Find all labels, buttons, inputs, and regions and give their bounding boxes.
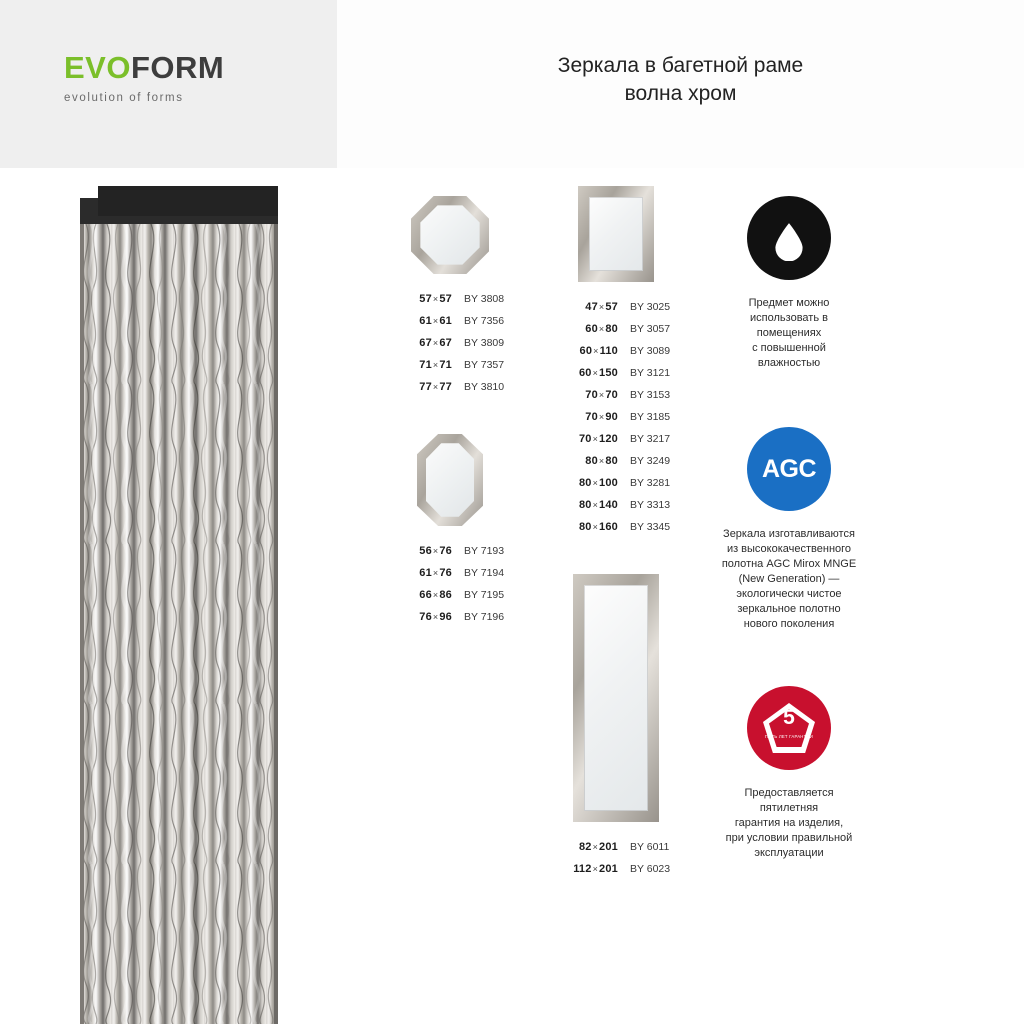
size-row [390,310,510,332]
size-dimensions: 47×57 [585,301,618,313]
moulding-left-edge [80,224,84,1024]
agc-logo-icon [747,427,831,511]
water-drop-glyph [772,221,806,261]
size-dimensions: 71×71 [419,359,452,371]
moulding-texture [80,224,278,1024]
floor-mirror-group [556,574,676,880]
octagonal-tall-mirror-glass [426,443,475,517]
size-dimensions: 61×61 [419,315,452,327]
size-article-code: BY 6011 [630,841,670,853]
size-row [556,340,676,362]
size-article-code: BY 3057 [630,323,671,335]
size-dimensions: 80×160 [578,521,618,533]
size-row [556,450,676,472]
warranty-number: 5 [783,706,795,729]
size-article-code: BY 7194 [464,567,505,579]
water-drop-icon [747,196,831,280]
size-row [556,858,676,880]
features-column [694,196,884,861]
size-row [556,384,676,406]
size-article-code: BY 3810 [464,381,505,393]
size-row [556,472,676,494]
size-article-code: BY 3281 [630,477,671,489]
size-row [556,516,676,538]
feature-warranty [694,686,884,861]
size-article-code: BY 6023 [630,863,671,875]
size-dimensions: 80×140 [578,499,618,511]
logo-wordmark [64,52,284,83]
page-title-line2: волна хром [624,82,737,105]
rectangular-mirror [578,186,654,282]
logo-tagline: evolution of forms [64,92,184,104]
floor-mirror-glass [584,585,648,811]
size-dimensions: 80×100 [578,477,618,489]
five-year-warranty-icon [747,686,831,770]
size-dimensions: 82×201 [578,841,618,853]
logo-panel [0,0,337,168]
size-dimensions: 112×201 [573,863,618,875]
size-article-code: BY 7357 [464,359,505,371]
size-article-code: BY 3025 [630,301,671,313]
feature-agc-caption: Зеркала изготавливаются из высококачественного полотна AGC Mirox MNGE (New Generation) — экологически чистое зеркальное полотно нового поколения [721,528,857,630]
size-article-code: BY 3089 [630,345,671,357]
page-title-line1: Зеркала в багетной раме [557,54,804,77]
rectangular-mirror-group [556,186,676,538]
octagonal-mirror-square-group [390,196,510,398]
feature-warranty-caption: Предоставляется пятилетняя гарантия на изделия, при условии правильной эксплуатации [725,787,853,859]
rectangular-mirror-glass [589,197,643,271]
size-dimensions: 61×76 [419,567,452,579]
size-article-code: BY 7356 [464,315,505,327]
size-dimensions: 70×70 [585,389,618,401]
size-row [556,406,676,428]
feature-moisture-caption: Предмет можно использовать в помещениях с повышенной влажностью [748,297,830,369]
logo-wordmark-evo: EVO [64,50,131,85]
brand-logo [64,52,284,104]
moulding-sample-image [80,186,278,1024]
title-panel [337,0,1024,168]
size-article-code: BY 3185 [630,411,671,423]
page-title [337,52,1024,108]
feature-agc-glass [694,427,884,632]
size-dimensions: 67×67 [419,337,452,349]
moulding-right-edge [274,224,278,1024]
size-article-code: BY 3121 [630,367,671,379]
warranty-badge-subtext: ПЯТЬ ЛЕТ ГАРАНТИИ [765,734,813,739]
size-article-code: BY 7195 [464,589,505,601]
size-row [556,428,676,450]
octagonal-mirror-glass [420,205,479,264]
size-dimensions: 80×80 [585,455,618,467]
size-article-code: BY 3345 [630,521,671,533]
size-article-code: BY 3808 [464,293,505,305]
size-dimensions: 60×150 [578,367,618,379]
octagon-tall-size-list [390,540,510,628]
size-row [556,318,676,340]
agc-logo-text: AGC [761,454,817,483]
rectangular-mirrors-column [556,186,676,880]
size-dimensions: 70×120 [578,433,618,445]
rect-tall-size-list [556,836,676,880]
size-dimensions: 60×80 [585,323,618,335]
size-article-code: BY 3153 [630,389,671,401]
floor-rectangular-mirror [573,574,659,822]
size-article-code: BY 3249 [630,455,671,467]
size-row [390,332,510,354]
size-dimensions: 60×110 [579,345,618,357]
size-row [390,562,510,584]
size-row [556,494,676,516]
size-row [556,296,676,318]
size-article-code: BY 7196 [464,611,505,623]
size-dimensions: 66×86 [419,589,452,601]
size-article-code: BY 3809 [464,337,505,349]
size-row [390,606,510,628]
octagon-mirrors-column [390,196,510,628]
size-article-code: BY 3217 [630,433,671,445]
size-row [390,354,510,376]
octagonal-mirror [411,196,489,274]
moulding-top-face-dark [98,186,278,216]
size-row [390,288,510,310]
size-dimensions: 70×90 [585,411,618,423]
feature-moisture [694,196,884,371]
size-row [390,584,510,606]
logo-wordmark-form: FORM [130,50,225,85]
size-dimensions: 56×76 [419,545,452,557]
size-row [556,362,676,384]
size-dimensions: 77×77 [419,381,452,393]
octagon-square-size-list [390,288,510,398]
page-header [0,0,1024,168]
moulding-wave-pattern [80,224,278,1024]
size-article-code: BY 3313 [630,499,671,511]
rect-small-size-list [556,296,676,538]
size-dimensions: 76×96 [419,611,452,623]
octagonal-mirror-tall-group [390,434,510,628]
size-article-code: BY 7193 [464,545,505,557]
size-row [390,540,510,562]
size-row [390,376,510,398]
size-dimensions: 57×57 [419,293,452,305]
octagonal-tall-mirror [417,434,483,526]
size-row [556,836,676,858]
